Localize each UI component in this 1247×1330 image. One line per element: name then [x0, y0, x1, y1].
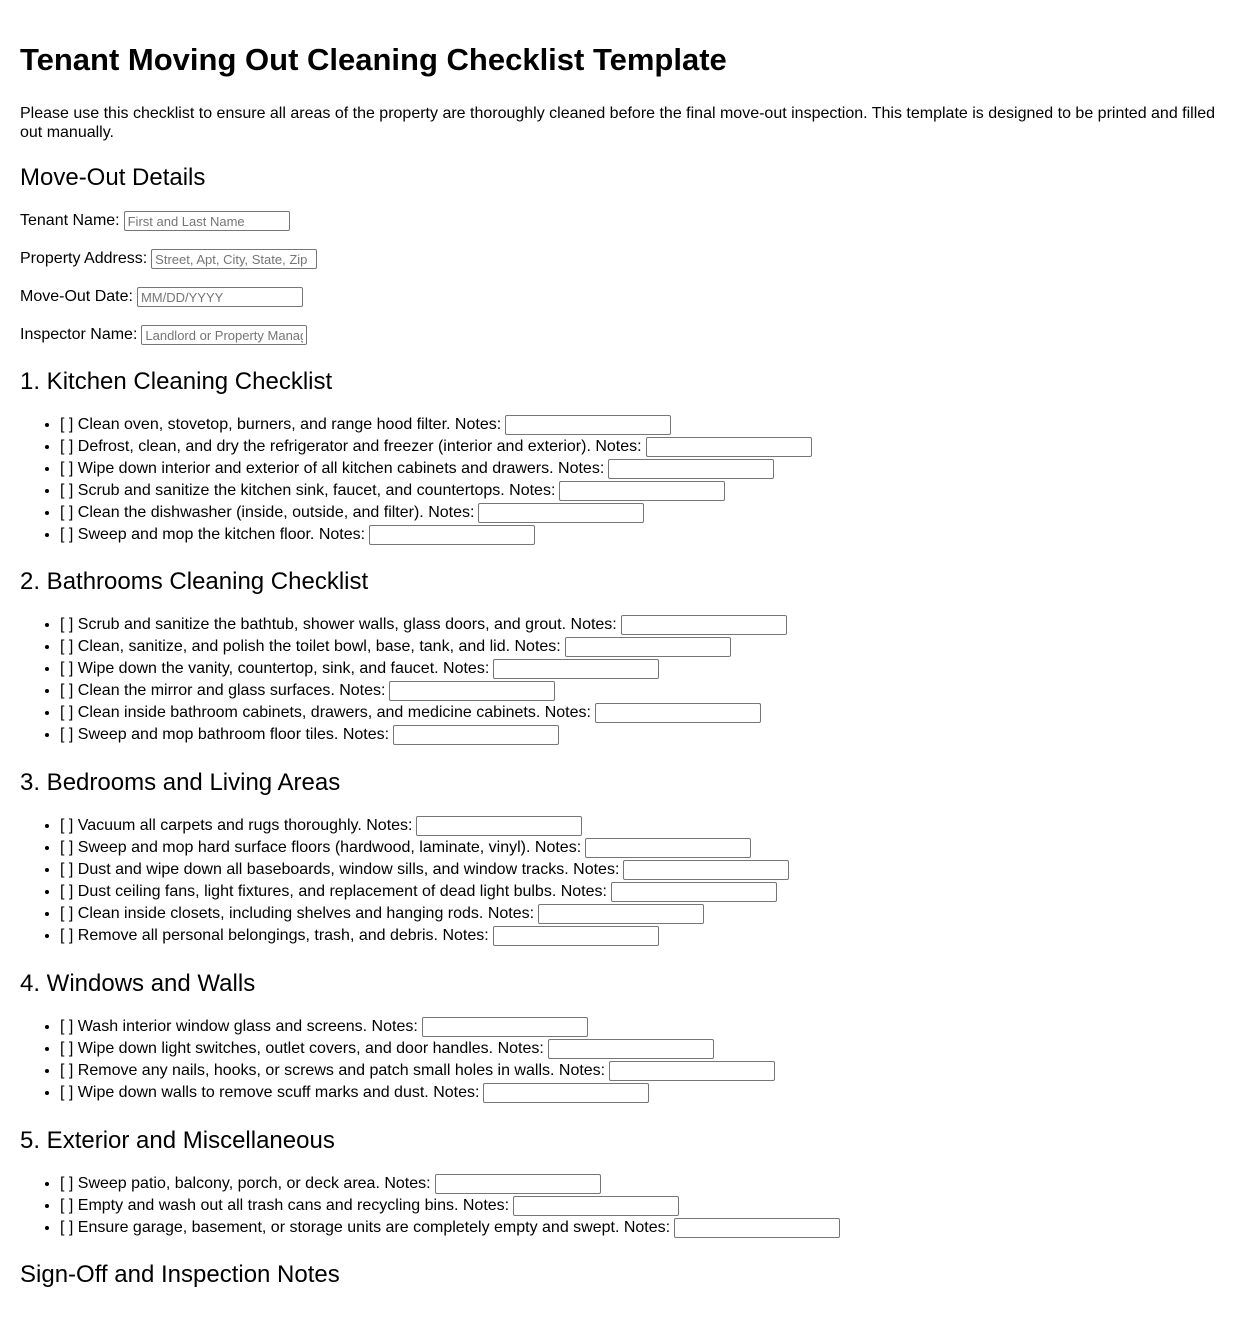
checklist-item-text: [ ] Remove all personal belongings, trash, and debris. Notes: — [60, 927, 489, 944]
tenant-name-input[interactable] — [124, 211, 290, 231]
bathrooms-checklist — [20, 614, 1227, 746]
notes-input[interactable] — [565, 637, 731, 657]
checklist-item-text: [ ] Empty and wash out all trash cans and recycling bins. Notes: — [60, 1197, 510, 1214]
notes-input[interactable] — [623, 860, 789, 880]
checklist-item — [60, 702, 1227, 724]
notes-input[interactable] — [478, 503, 644, 523]
notes-input[interactable] — [538, 904, 704, 924]
windows-walls-section — [20, 970, 1227, 1104]
notes-input[interactable] — [674, 1218, 840, 1238]
checklist-item — [60, 458, 1227, 480]
checklist-item — [60, 436, 1227, 458]
notes-input[interactable] — [493, 659, 659, 679]
checklist-item — [60, 724, 1227, 746]
checklist-item — [60, 815, 1227, 837]
notes-input[interactable] — [609, 1061, 775, 1081]
checklist-item-text: [ ] Defrost, clean, and dry the refrigerator and freezer (interior and exterior). Notes: — [60, 438, 642, 455]
page-title: Tenant Moving Out Cleaning Checklist Template — [20, 42, 727, 77]
checklist-item-text: [ ] Clean the mirror and glass surfaces. Notes: — [60, 682, 386, 699]
notes-input[interactable] — [389, 681, 555, 701]
notes-input[interactable] — [483, 1083, 649, 1103]
checklist-item-text: [ ] Clean inside bathroom cabinets, drawers, and medicine cabinets. Notes: — [60, 704, 591, 721]
checklist-item — [60, 658, 1227, 680]
bedrooms-living-checklist — [20, 815, 1227, 947]
signoff-section-heading: Sign-Off and Inspection Notes — [20, 1261, 340, 1288]
inspector-name-label: Inspector Name: — [20, 325, 138, 343]
move-out-details-heading: Move-Out Details — [20, 164, 206, 191]
notes-input[interactable] — [393, 725, 559, 745]
notes-input[interactable] — [435, 1174, 601, 1194]
exterior-misc-section-heading: 5. Exterior and Miscellaneous — [20, 1127, 335, 1154]
bedrooms-living-section-heading: 3. Bedrooms and Living Areas — [20, 769, 341, 796]
checklist-item-text: [ ] Remove any nails, hooks, or screws and patch small holes in walls. Notes: — [60, 1062, 606, 1079]
notes-input[interactable] — [369, 525, 535, 545]
kitchen-section — [20, 368, 1227, 546]
kitchen-checklist — [20, 414, 1227, 546]
checklist-item — [60, 837, 1227, 859]
move-out-date-row — [20, 286, 1227, 308]
exterior-misc-section — [20, 1127, 1227, 1239]
checklist-item — [60, 881, 1227, 903]
checklist-item-text: [ ] Sweep patio, balcony, porch, or deck area. Notes: — [60, 1175, 431, 1192]
tenant-name-row — [20, 210, 1227, 232]
checklist-item-text: [ ] Clean oven, stovetop, burners, and range hood filter. Notes: — [60, 416, 502, 433]
checklist-item — [60, 480, 1227, 502]
checklist-item-text: [ ] Scrub and sanitize the bathtub, shower walls, glass doors, and grout. Notes: — [60, 616, 617, 633]
checklist-item-text: [ ] Clean inside closets, including shelves and hanging rods. Notes: — [60, 905, 535, 922]
windows-walls-section-heading: 4. Windows and Walls — [20, 970, 256, 997]
notes-input[interactable] — [621, 615, 787, 635]
checklist-item — [60, 1016, 1227, 1038]
notes-input[interactable] — [513, 1196, 679, 1216]
checklist-item-text: [ ] Sweep and mop the kitchen floor. Notes: — [60, 526, 366, 543]
checklist-item-text: [ ] Scrub and sanitize the kitchen sink, faucet, and countertops. Notes: — [60, 482, 556, 499]
checklist-item — [60, 859, 1227, 881]
notes-input[interactable] — [608, 459, 774, 479]
property-address-row — [20, 248, 1227, 270]
notes-input[interactable] — [416, 816, 582, 836]
inspector-name-input[interactable] — [141, 325, 307, 345]
checklist-item — [60, 1082, 1227, 1104]
checklist-item-text: [ ] Clean the dishwasher (inside, outside, and filter). Notes: — [60, 504, 475, 521]
checklist-item-text: [ ] Vacuum all carpets and rugs thoroughly. Notes: — [60, 817, 413, 834]
checklist-item — [60, 614, 1227, 636]
notes-input[interactable] — [611, 882, 777, 902]
checklist-item-text: [ ] Wipe down walls to remove scuff marks and dust. Notes: — [60, 1084, 480, 1101]
checklist-item — [60, 1060, 1227, 1082]
checklist-item-text: [ ] Clean, sanitize, and polish the toilet bowl, base, tank, and lid. Notes: — [60, 638, 561, 655]
notes-input[interactable] — [548, 1039, 714, 1059]
checklist-item — [60, 524, 1227, 546]
checklist-item-text: [ ] Dust ceiling fans, light fixtures, and replacement of dead light bulbs. Notes: — [60, 883, 607, 900]
property-address-input[interactable] — [151, 249, 317, 269]
notes-input[interactable] — [505, 415, 671, 435]
move-out-details-form — [20, 210, 1227, 346]
move-out-date-input[interactable] — [137, 287, 303, 307]
kitchen-section-heading: 1. Kitchen Cleaning Checklist — [20, 368, 333, 395]
checklist-item-text: [ ] Dust and wipe down all baseboards, window sills, and window tracks. Notes: — [60, 861, 620, 878]
property-address-label: Property Address: — [20, 249, 148, 267]
checklist-item — [60, 414, 1227, 436]
bathrooms-section — [20, 568, 1227, 746]
checklist-item-text: [ ] Wash interior window glass and screens. Notes: — [60, 1018, 418, 1035]
checklist-item — [60, 636, 1227, 658]
checklist-item — [60, 502, 1227, 524]
checklist-item-text: [ ] Sweep and mop hard surface floors (hardwood, laminate, vinyl). Notes: — [60, 839, 582, 856]
intro-paragraph: Please use this checklist to ensure all areas of the property are thoroughly cleaned before the final move-out inspection. This template is designed to be printed and filled out manually. — [20, 105, 1216, 141]
checklist-item — [60, 903, 1227, 925]
bathrooms-section-heading: 2. Bathrooms Cleaning Checklist — [20, 568, 369, 595]
signoff-section — [20, 1261, 1227, 1289]
tenant-name-label: Tenant Name: — [20, 211, 120, 229]
checklist-item — [60, 1195, 1227, 1217]
notes-input[interactable] — [422, 1017, 588, 1037]
notes-input[interactable] — [595, 703, 761, 723]
checklist-item-text: [ ] Wipe down the vanity, countertop, sink, and faucet. Notes: — [60, 660, 490, 677]
exterior-misc-checklist — [20, 1173, 1227, 1239]
notes-input[interactable] — [559, 481, 725, 501]
notes-input[interactable] — [646, 437, 812, 457]
checklist-item — [60, 1217, 1227, 1239]
notes-input[interactable] — [493, 926, 659, 946]
notes-input[interactable] — [585, 838, 751, 858]
checklist-item — [60, 925, 1227, 947]
checklist-item-text: [ ] Wipe down light switches, outlet covers, and door handles. Notes: — [60, 1040, 544, 1057]
checklist-item — [60, 680, 1227, 702]
checklist-item — [60, 1173, 1227, 1195]
bedrooms-living-section — [20, 769, 1227, 947]
inspector-name-row — [20, 324, 1227, 346]
checklist-item-text: [ ] Sweep and mop bathroom floor tiles. Notes: — [60, 726, 390, 743]
checklist-item — [60, 1038, 1227, 1060]
windows-walls-checklist — [20, 1016, 1227, 1104]
checklist-item-text: [ ] Ensure garage, basement, or storage units are completely empty and swept. Notes: — [60, 1219, 671, 1236]
move-out-date-label: Move-Out Date: — [20, 287, 133, 305]
checklist-item-text: [ ] Wipe down interior and exterior of all kitchen cabinets and drawers. Notes: — [60, 460, 605, 477]
